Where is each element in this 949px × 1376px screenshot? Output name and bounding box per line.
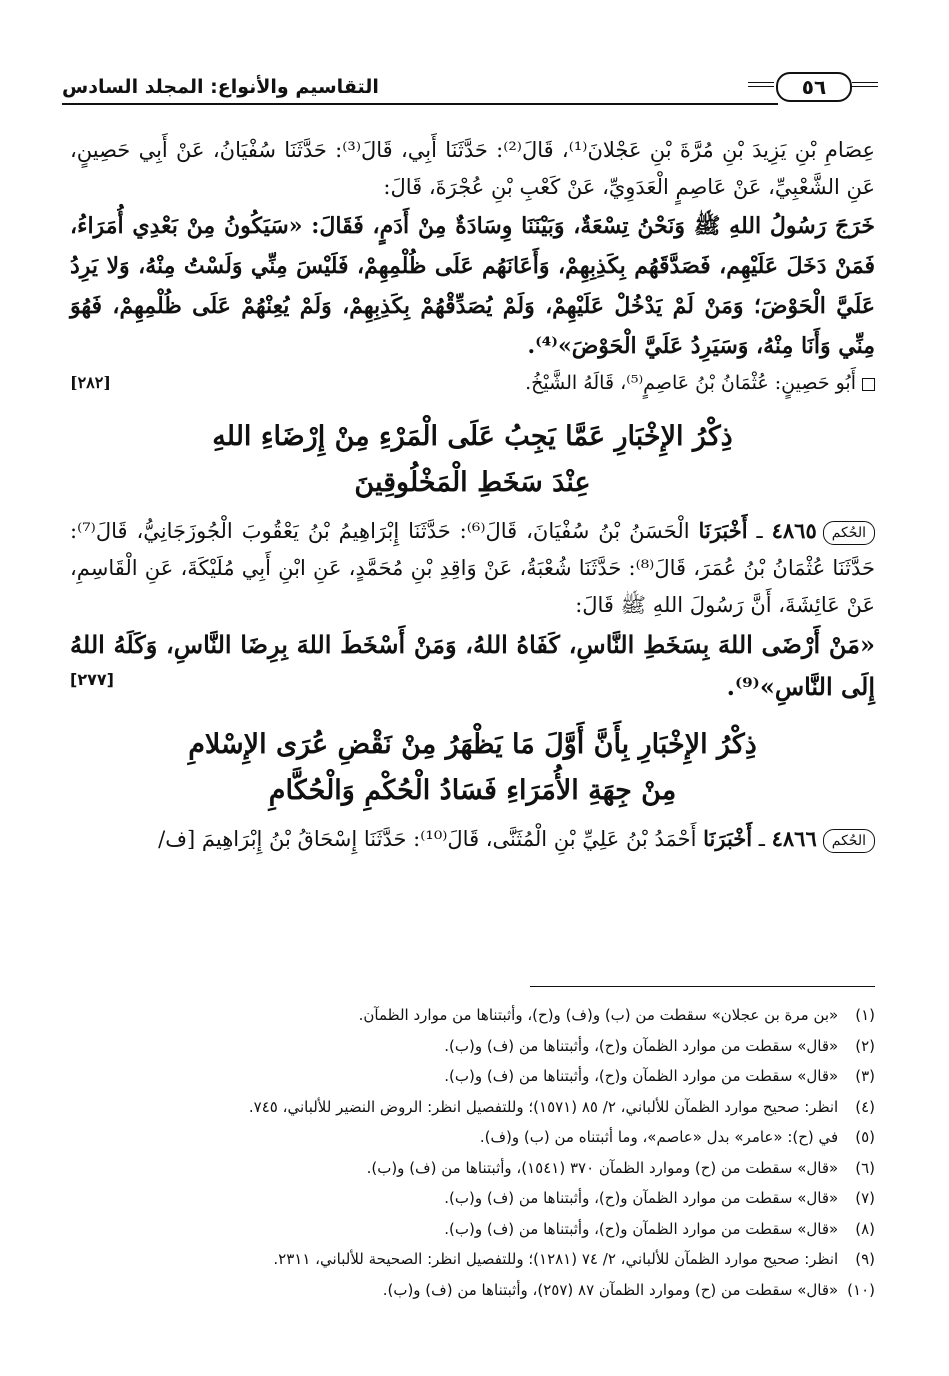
entry-number: ٤٨٦٦ xyxy=(771,826,817,851)
footnote xyxy=(70,1092,875,1123)
footnote-number: (٦) xyxy=(855,1158,875,1177)
page-number: ٥٦ xyxy=(776,72,852,102)
footnote xyxy=(70,1275,875,1306)
footnote-number: (٧) xyxy=(855,1189,875,1207)
footnote-number: (٤) xyxy=(855,1097,875,1116)
hadith-entry: الحُكم٤٨٦٦ ـ أَخْبَرَنَا أَحْمَدُ بْنُ عَلِيِّ بْنِ الْمُثَنَّى، قَالَ⁽¹⁰⁾: حَدَّثَنَا إِسْحَاقُ بْنُ إِبْرَاهِيمَ [ف/ xyxy=(70,820,875,858)
reference-number: [٢٨٢] xyxy=(70,373,111,392)
hadith-entry: الحُكم٤٨٦٥ ـ أَخْبَرَنَا الْحَسَنُ بْنُ سُفْيَانَ، قَالَ⁽⁶⁾: حَدَّثَنَا إِبْرَاهِيمُ بْنُ يَعْقُوبَ الْجُوزَجَانِيُّ، قَالَ⁽⁷⁾: حَدَّثَنَا عُثْمَانُ بْنُ عُمَرَ، قَالَ⁽⁸⁾: حَدَّثَنَا شُعْبَةُ، عَنْ وَاقِدِ بْنِ مُحَمَّدٍ، عَنِ ابْنِ أَبِي مُلَيْكَةَ، عَنِ الْقَاسِمِ، عَنْ عَائِشَةَ، أَنَّ رَسُولَ اللهِ ﷺ قَالَ: xyxy=(70,518,875,617)
footnote xyxy=(70,1153,875,1184)
footnote-number: (٢) xyxy=(855,1036,875,1055)
section-heading xyxy=(70,722,875,814)
footnote-number: (٥) xyxy=(855,1128,875,1146)
akhbarana-keyword: أَخْبَرَنَا xyxy=(698,518,748,543)
footnotes xyxy=(70,1000,875,1305)
section-heading-line: عِنْدَ سَخَطِ الْمَخْلُوقِينَ xyxy=(354,467,591,498)
square-marker-icon xyxy=(862,378,875,391)
footnote-text: «قال» سقطت من موارد الظمآن و(ح)، وأثبتناها من (ف) و(ب). xyxy=(444,1189,839,1207)
running-head: التقاسيم والأنواع: المجلد السادس xyxy=(62,76,379,98)
footnote-text: «قال» سقطت من موارد الظمآن و(ح)، وأثبتناها من (ف) و(ب). xyxy=(444,1067,839,1085)
footnote-number: (١٠) xyxy=(847,1280,875,1299)
footnote-text: انظر: صحيح موارد الظمآن للألباني، ٢/ ٧٤ (١٢٨١)؛ وللتفصيل انظر: الصحيحة للألباني، ٢٣١١. xyxy=(273,1250,839,1268)
hukm-badge: الحُكم xyxy=(823,829,875,853)
footnote-number: (١) xyxy=(855,1006,875,1024)
footnote-number: (٩) xyxy=(855,1250,875,1268)
isnad-paragraph: عِصَامِ بْنِ يَزِيدَ بْنِ مُرَّةَ بْنِ عَجْلانَ⁽¹⁾، قَالَ⁽²⁾: حَدَّثَنَا أَبِي، قَالَ⁽³⁾: حَدَّثَنَا سُفْيَانُ، عَنْ أَبِي حَصِينٍ، عَنِ الشَّعْبِيِّ، عَنْ عَاصِمٍ الْعَدَوِيِّ، عَنْ كَعْبِ بْنِ عُجْرَةَ، قَالَ: xyxy=(70,138,876,199)
footnote xyxy=(70,1122,875,1153)
footnote-text: في (ح): «عامر» بدل «عاصم»، وما أثبتناه من (ب) و(ف). xyxy=(479,1128,839,1146)
footnote-text: «قال» سقطت من (ح) وموارد الظمآن ٣٧٠ (١٥٤١)، وأثبتناها من (ف) و(ب). xyxy=(366,1158,839,1177)
footnote xyxy=(70,1214,875,1245)
narrator-note-text: أَبُو حَصِينٍ: عُثْمَانُ بْنُ عَاصِمٍ⁽⁵⁾، قَالَهُ الشَّيْخُ. xyxy=(525,372,856,394)
section-heading-line: ذِكْرُ الإِخْبَارِ بِأَنَّ أَوَّلَ مَا يَظْهَرُ مِنْ نَقْضِ عُرَى الإِسْلامِ xyxy=(188,729,757,760)
footnote-text: «قال» سقطت من موارد الظمآن و(ح)، وأثبتناها من (ف) و(ب). xyxy=(444,1036,839,1055)
footnote xyxy=(70,1031,875,1062)
section-heading-line: ذِكْرُ الإِخْبَارِ عَمَّا يَجِبُ عَلَى الْمَرْءِ مِنْ إِرْضَاءِ اللهِ xyxy=(212,421,733,452)
entry-isnad: أَحْمَدُ بْنُ عَلِيِّ بْنِ الْمُثَنَّى، قَالَ⁽¹⁰⁾: حَدَّثَنَا إِسْحَاقُ بْنُ إِبْرَاهِيمَ [ف/ xyxy=(158,827,697,851)
akhbarana-keyword: أَخْبَرَنَا xyxy=(703,826,753,851)
section-heading-line: مِنْ جِهَةِ الأُمَرَاءِ فَسَادُ الْحُكْمِ وَالْحُكَّامِ xyxy=(268,775,677,806)
page-header xyxy=(62,70,887,110)
reference-number: [٢٧٧] xyxy=(70,670,114,689)
footnote-text: «قال» سقطت من موارد الظمآن و(ح)، وأثبتناها من (ف) و(ب). xyxy=(444,1219,839,1238)
hukm-badge: الحُكم xyxy=(823,521,875,545)
footnote xyxy=(70,1061,875,1092)
footnote xyxy=(70,1000,875,1031)
narrator-note xyxy=(70,366,875,400)
footnote-text: انظر: صحيح موارد الظمآن للألباني، ٢/ ٨٥ (١٥٧١)؛ وللتفصيل انظر: الروض النضير للألباني، ٧٤٥. xyxy=(248,1097,839,1116)
footnote-rule xyxy=(530,986,875,987)
page-number-frame xyxy=(748,72,878,102)
hadith-text: «مَنْ أَرْضَى اللهَ بِسَخَطِ النَّاسِ، كَفَاهُ اللهُ، وَمَنْ أَسْخَطَ اللهَ بِرِضَا النَّاسِ، وَكَلَهُ اللهُ إِلَى النَّاسِ»⁽⁹⁾. xyxy=(70,630,875,701)
main-text xyxy=(70,132,875,858)
page-number-rule-right xyxy=(852,82,878,87)
page-number-rule-left xyxy=(748,82,774,87)
footnote xyxy=(70,1244,875,1275)
footnote-text: «بن مرة بن عجلان» سقطت من (ب) و(ف) و(ح)، وأثبتناها من موارد الظمآن. xyxy=(358,1006,839,1024)
hadith-quote-block xyxy=(70,624,875,708)
entry-isnad: الْحَسَنُ بْنُ سُفْيَانَ، قَالَ⁽⁶⁾: حَدَّثَنَا إِبْرَاهِيمُ بْنُ يَعْقُوبَ الْجُوزَجَانِيُّ، قَالَ⁽⁷⁾: حَدَّثَنَا عُثْمَانُ بْنُ عُمَرَ، قَالَ⁽⁸⁾: حَدَّثَنَا شُعْبَةُ، عَنْ وَاقِدِ بْنِ مُحَمَّدٍ، عَنِ ابْنِ أَبِي مُلَيْكَةَ، عَنِ الْقَاسِمِ، عَنْ عَائِشَةَ، أَنَّ رَسُولَ اللهِ ﷺ قَالَ: xyxy=(70,519,875,617)
hadith-paragraph: خَرَجَ رَسُولُ اللهِ ﷺ وَنَحْنُ تِسْعَةٌ، وَبَيْنَنَا وِسَادَةٌ مِنْ أَدَمٍ، فَقَالَ: «سَيَكُونُ مِنْ بَعْدِي أُمَرَاءُ، فَمَنْ دَخَلَ عَلَيْهِم، فَصَدَّقَهُم بِكَذِبِهِمْ، وَأَعَانَهُم عَلَى ظُلْمِهِمْ، فَلَيْسَ مِنِّي وَلَسْتُ مِنْهُ، وَلا يَرِدُ عَلَيَّ الْحَوْضَ؛ وَمَنْ لَمْ يَدْخُلْ عَلَيْهِمْ، وَلَمْ يُصَدِّقْهُمْ بِكَذِبِهِمْ، وَلَمْ يُعِنْهُمْ عَلَى ظُلْمِهِمْ، فَهُوَ مِنِّي وَأَنَا مِنْهُ، وَسَيَرِدُ عَلَيَّ الْحَوْضَ»⁽⁴⁾. xyxy=(70,213,875,359)
entry-number: ٤٨٦٥ xyxy=(771,518,817,543)
footnote-number: (٨) xyxy=(855,1219,875,1238)
section-heading xyxy=(70,414,875,506)
footnote-number: (٣) xyxy=(855,1067,875,1085)
header-rule xyxy=(62,103,778,105)
footnote-text: «قال» سقطت من (ح) وموارد الظمآن ٨٧ (٢٥٧)، وأثبتناها من (ف) و(ب). xyxy=(382,1280,839,1299)
footnote xyxy=(70,1183,875,1214)
